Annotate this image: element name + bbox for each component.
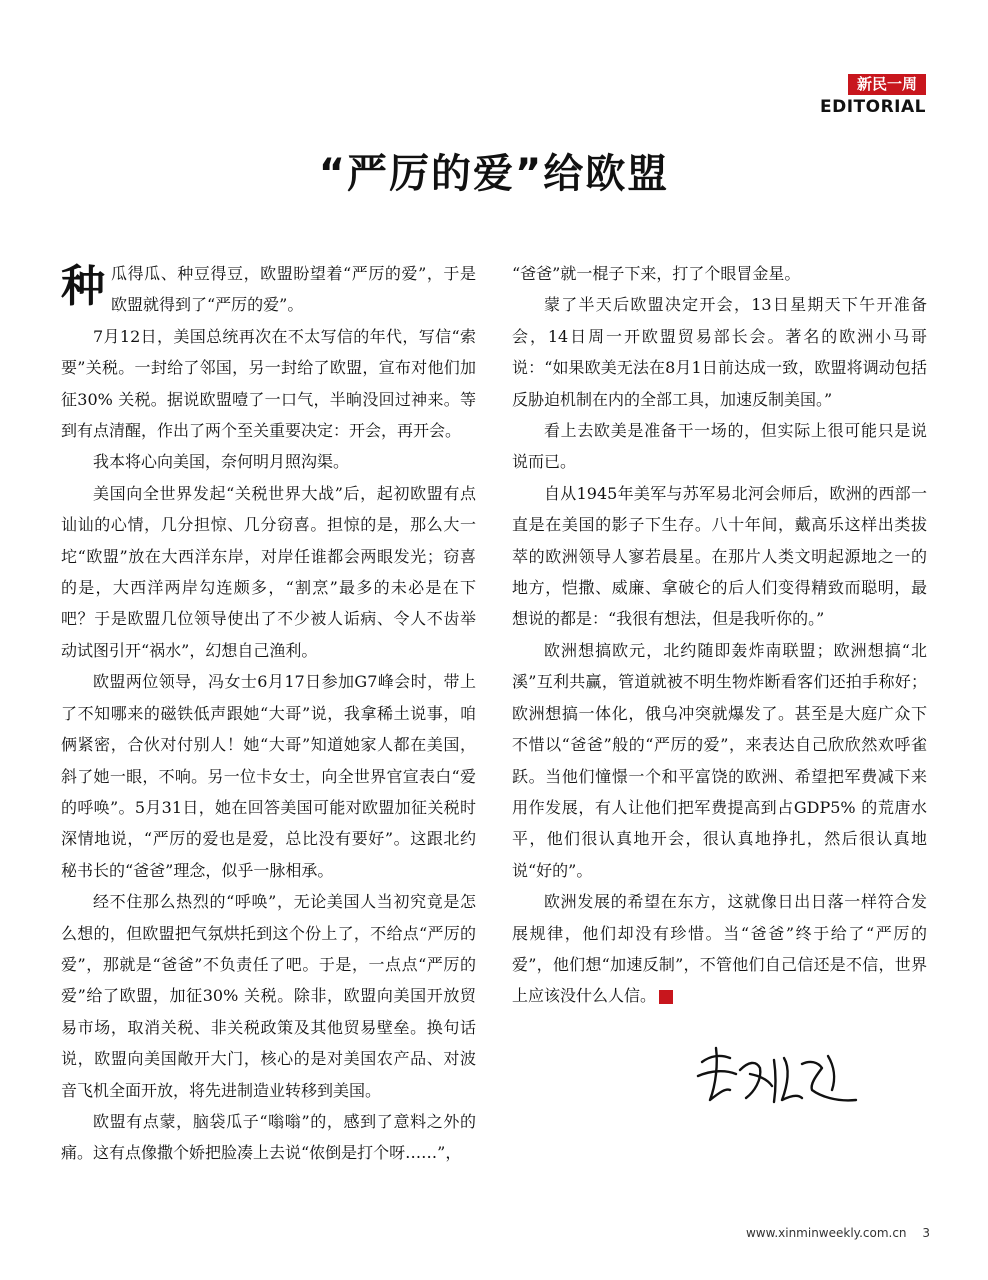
drop-cap: 种	[61, 261, 105, 312]
article-paragraph	[512, 886, 927, 1012]
article-paragraph: 欧洲想搞欧元，北约随即轰炸南联盟；欧洲想搞“北溪”互利共赢，管道就被不明生物炸断看客们还拍手称好；欧洲想搞一体化，俄乌冲突就爆发了。甚至是大庭广众下不惜以“爸爸”般的“严厉的爱”，来表达自己欣欣然欢呼雀跃。当他们憧憬一个和平富饶的欧洲、希望把军费减下来用作发展，有人让他们把军费提高到占GDP5% 的荒唐水平，他们很认真地开会，很认真地挣扎，然后很认真地说“好的”。	[512, 640, 927, 880]
paragraph-text: 瓜得瓜、种豆得豆，欧盟盼望着“严厉的爱”，于是欧盟就得到了“严厉的爱”。	[111, 264, 476, 315]
end-mark-icon: 民	[659, 990, 673, 1004]
handwritten-signature-icon	[690, 1040, 870, 1120]
website-url: www.xinminweekly.com.cn	[745, 1226, 907, 1240]
article-paragraph: 欧盟有点蒙，脑袋瓜子“嗡嗡”的，感到了意料之外的痛。这有点像撒个娇把脸凑上去说“侬倒是打个呀……”，	[61, 1111, 476, 1163]
masthead	[820, 74, 926, 117]
article-paragraph: 美国向全世界发起“关税世界大战”后，起初欧盟有点讪讪的心情，几分担惊、几分窃喜。担惊的是，那么大一坨“欧盟”放在大西洋东岸，对岸任谁都会两眼发光；窃喜的是，大西洋两岸勾连颇多，“割烹”最多的未必是在下吧？于是欧盟几位领导使出了不少被人诟病、令人不齿举动试图引开“祸水”，幻想自己渔利。	[61, 483, 476, 660]
article-column-left	[61, 258, 476, 1169]
article-paragraph	[61, 258, 476, 321]
article-paragraph: 自从1945年美军与苏军易北河会师后，欧洲的西部一直是在美国的影子下生存。八十年间，戴高乐这样出类拔萃的欧洲领导人寥若晨星。在那片人类文明起源地之一的地方，恺撒、威廉、拿破仑的后人们变得精致而聪明，最想说的都是：“我很有想法，但是我听你的。”	[512, 483, 927, 629]
article-paragraph: 蒙了半天后欧盟决定开会，13日星期天下午开准备会，14日周一开欧盟贸易部长会。著名的欧洲小马哥说：“如果欧美无法在8月1日前达成一致，欧盟将调动包括反胁迫机制在内的全部工具，加速反制美国。”	[512, 295, 927, 409]
article-paragraph: 欧盟两位领导，冯女士6月17日参加G7峰会时，带上了不知哪来的磁铁低声跟她“大哥”说，我拿稀土说事，咱俩紧密，合伙对付别人！她“大哥”知道她家人都在美国，斜了她一眼，不响。另一位卡女士，向全世界官宣表白“爱的呼唤”。5月31日，她在回答美国可能对欧盟加征关税时深情地说，“严厉的爱也是爱，总比没有要好”。这跟北约秘书长的“爸爸”理念，似乎一脉相承。	[61, 672, 476, 880]
masthead-cn-logo: 新民一周	[848, 74, 926, 95]
article-paragraph: 看上去欧美是准备干一场的，但实际上很可能只是说说而已。	[512, 421, 927, 472]
article-paragraph: 经不住那么热烈的“呼唤”，无论美国人当初究竟是怎么想的，但欧盟把气氛烘托到这个份上了，不给点“严厉的爱”，那就是“爸爸”不负责任了吧。于是，一点点“严厉的爱”给了欧盟，加征30% 关税。除非，欧盟向美国开放贸易市场，取消关税、非关税政策及其他贸易壁垒。换句话说，欧盟向美国敞开大门，核心的是对美国农产品、对波音飞机全面开放，将先进制造业转移到美国。	[61, 892, 476, 1100]
article-paragraph: 7月12日，美国总统再次在不太写信的年代，写信“索要”关税。一封给了邻国，另一封给了欧盟，宣布对他们加征30% 关税。据说欧盟噎了一口气，半晌没回过神来。等到有点清醒，作出了两个至关重要决定：开会，再开会。	[61, 326, 476, 441]
article-paragraph-continuation: “爸爸”就一棍子下来，打了个眼冒金星。	[512, 264, 801, 283]
masthead-section-label: EDITORIAL	[819, 97, 926, 117]
paragraph-text: 欧洲发展的希望在东方，这就像日出日落一样符合发展规律，他们却没有珍惜。当“爸爸”终于给了“严厉的爱”，他们想“加速反制”，不管他们自己信还是不信，世界上应该没什么人信。	[512, 892, 927, 1006]
page-number: 3	[922, 1226, 930, 1240]
article-paragraph: 我本将心向美国，奈何明月照沟渠。	[93, 452, 350, 472]
article-title: “严厉的爱”给欧盟	[318, 151, 670, 197]
article-column-right	[512, 258, 927, 1012]
author-signature	[690, 1040, 870, 1124]
page-footer	[746, 1226, 930, 1240]
